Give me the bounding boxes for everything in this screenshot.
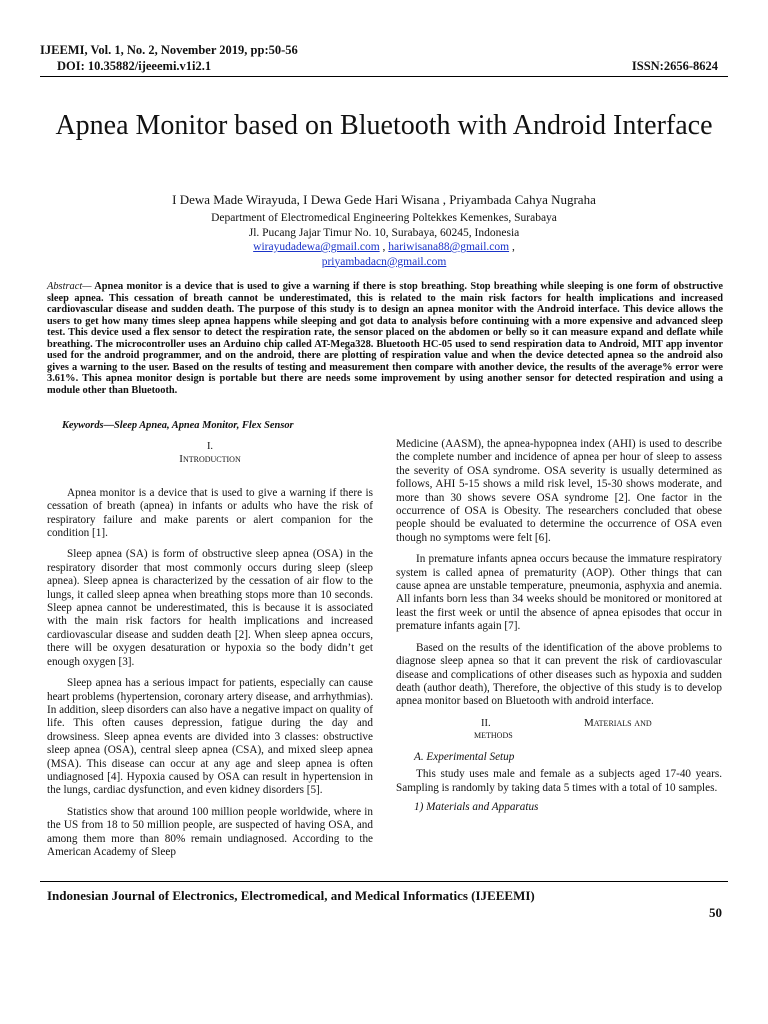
header-rule bbox=[40, 76, 728, 77]
paragraph: Based on the results of the identification of the above problems to diagnose sleep apnea so that it can prevent the risk of cardiovascular disease and complications of other diseases such as hypoxia and sudden death (author death), Therefore, the objective of this study is to develop apnea monitor based on Bluetooth with android interface. bbox=[396, 641, 722, 708]
abstract-text: Apnea monitor is a device that is used to give a warning if there is stop breathing. Stop breathing while sleeping is one form of obstructive sleep apnea. This cessation of breath cannot be underestimated, this is related to the main risk factors for health implications and increased cardiovascular disease and sudden death. The purpose of this study is to design an apnea monitor with the Android interface. This device allows the users to get how many times sleep apnea happens while sleeping and got data to analysis before continuing with a more expensive and advanced sleep test. This device used a flex sensor to detect the respiration rate, the sensor placed on the abdomen or belly so it can measure expand and deflate while breathing. The microcontroller uses an Arduino chip called AT-Mega328. Bluetooth HC-05 used to send respiration data to Android, MIT app inventor used for the android programmer, and on the android, there are plotting of respiration value and when the device detected apnea so the android also gives a warning to the user. Based on the results of testing and measurement then compare with another device, the results of the average% error were 3.61%. This apnea monitor design is portable but there are needs some improvement by using another sensor for detected respiration and using a module other than Bluetooth. bbox=[47, 281, 723, 396]
paragraph: Sleep apnea (SA) is form of obstructive sleep apnea (OSA) in the respiratory disorder that most commonly occurs during sleep (sleep apnea). Sleep apnea is characterized by the cessation of air flow to the lungs, it called sleep apnea when breathing stops more than 10 seconds. Sleep apnea cannot be underestimated, this is because it is associated with the main risk factors for health implications and increased cardiovascular disease and sudden death [2]. When sleep apnea occurs, there will be oxygen desaturation or hypoxia so the body didn’t get enough oxygen [3]. bbox=[47, 548, 373, 668]
email-separator: , bbox=[509, 241, 515, 253]
paragraph: Apnea monitor is a device that is used to give a warning if there is cessation of breath (apnea) in infants or adults who have the risk of respiratory failure and make parents or alert companion for the condition [1]. bbox=[47, 486, 373, 540]
email-link[interactable]: priyambadacn@gmail.com bbox=[321, 255, 447, 268]
doi: DOI: 10.35882/ijeeemi.v1i2.1 bbox=[57, 59, 212, 73]
email-line bbox=[40, 255, 728, 270]
email-line bbox=[40, 240, 728, 255]
department: Department of Electromedical Engineering Poltekkes Kemenkes, Surabaya bbox=[211, 212, 557, 224]
abstract bbox=[47, 281, 723, 396]
section-number: II. bbox=[481, 717, 491, 729]
page-number: 50 bbox=[709, 905, 722, 920]
paragraph: This study uses male and female as a subjects aged 17-40 years. Sampling is randomly by taking data 5 times with a total of 10 samples. bbox=[396, 768, 722, 794]
right-column bbox=[396, 438, 722, 818]
footer-rule bbox=[40, 881, 728, 882]
journal-citation: IJEEMI, Vol. 1, No. 2, November 2019, pp:50-56 bbox=[40, 43, 298, 57]
issn: ISSN:2656-8624 bbox=[631, 59, 718, 73]
address: Jl. Pucang Jajar Timur No. 10, Surabaya, 60245, Indonesia bbox=[248, 226, 520, 239]
email-link[interactable]: hariwisana88@gmail.com bbox=[388, 241, 510, 253]
author-list: I Dewa Made Wirayuda, I Dewa Gede Hari Wisana , Priyambada Cahya Nugraha bbox=[172, 192, 596, 207]
email-link[interactable]: wirayudadewa@gmail.com bbox=[253, 241, 380, 253]
abstract-label: Abstract— bbox=[47, 281, 92, 292]
subsection-heading: 1) Materials and Apparatus bbox=[414, 800, 539, 813]
footer-journal: Indonesian Journal of Electronics, Electromedical, and Medical Informatics (IJEEEMI) bbox=[47, 888, 535, 903]
keywords: Keywords—Sleep Apnea, Apnea Monitor, Flex Sensor bbox=[62, 420, 294, 431]
affiliation bbox=[40, 211, 728, 269]
paragraph: Sleep apnea has a serious impact for patients, especially can cause heart problems (hypertension, coronary artery disease, and arrhythmias). In addition, sleep disorders can also have a negative impact on quality of life. This often causes depression, fatigue during the day and drowsiness. Sleep apnea events are divided into 3 classes: obstructive sleep apnea (OSA), central sleep apnea (CSA), and mixed sleep apnea (MSA). This disease can occur at any age and sleep apnea is often undiagnosed [4]. Hypoxia caused by OSA can result in hypertension in the lungs, cardiac dysfunction, and even kidney disorders [5]. bbox=[47, 677, 373, 797]
email-separator: , bbox=[379, 241, 389, 253]
paragraph: Statistics show that around 100 million people worldwide, where in the US from 18 to 50 million people, are suspected of having OSA, and among them more than 80% remain undiagnosed. According to the American Academy of Sleep bbox=[47, 805, 373, 858]
paragraph: In premature infants apnea occurs because the immature respiratory system is called apnea of prematurity (AOP). Other things that can cause apnea are unstable temperature, pneumonia, asphyxia and anemia. All infants born less than 34 weeks should be monitored or monitored at least the first week or until the absence of apnea episodes that occur in premature infants again [7]. bbox=[396, 553, 722, 633]
paragraph: Medicine (AASM), the apnea-hypopnea index (AHI) is used to describe the complete number and incidence of apnea per hour of sleep to assess the severity of OSA syndrome. OSA severity is usually determined as follows, AHI 5-15 shows a mild risk level, 15-30 shows moderate, and more than 30 shows severe OSA syndrome [2]. One factor in the occurrence of OSA is Obesity. The researchers concluded that obese people should be evaluated to determine the occurrence of OSA even though no symptoms were felt [6]. bbox=[396, 438, 722, 544]
subsection-heading: A. Experimental Setup bbox=[414, 750, 515, 763]
section-heading bbox=[396, 717, 722, 745]
section-title: methods bbox=[474, 728, 513, 741]
section-title: Materials and bbox=[584, 716, 652, 729]
section-heading: Introduction bbox=[179, 453, 241, 466]
section-number: I. bbox=[206, 441, 214, 452]
paper-title: Apnea Monitor based on Bluetooth with Android Interface bbox=[55, 110, 713, 141]
left-column bbox=[47, 440, 373, 867]
